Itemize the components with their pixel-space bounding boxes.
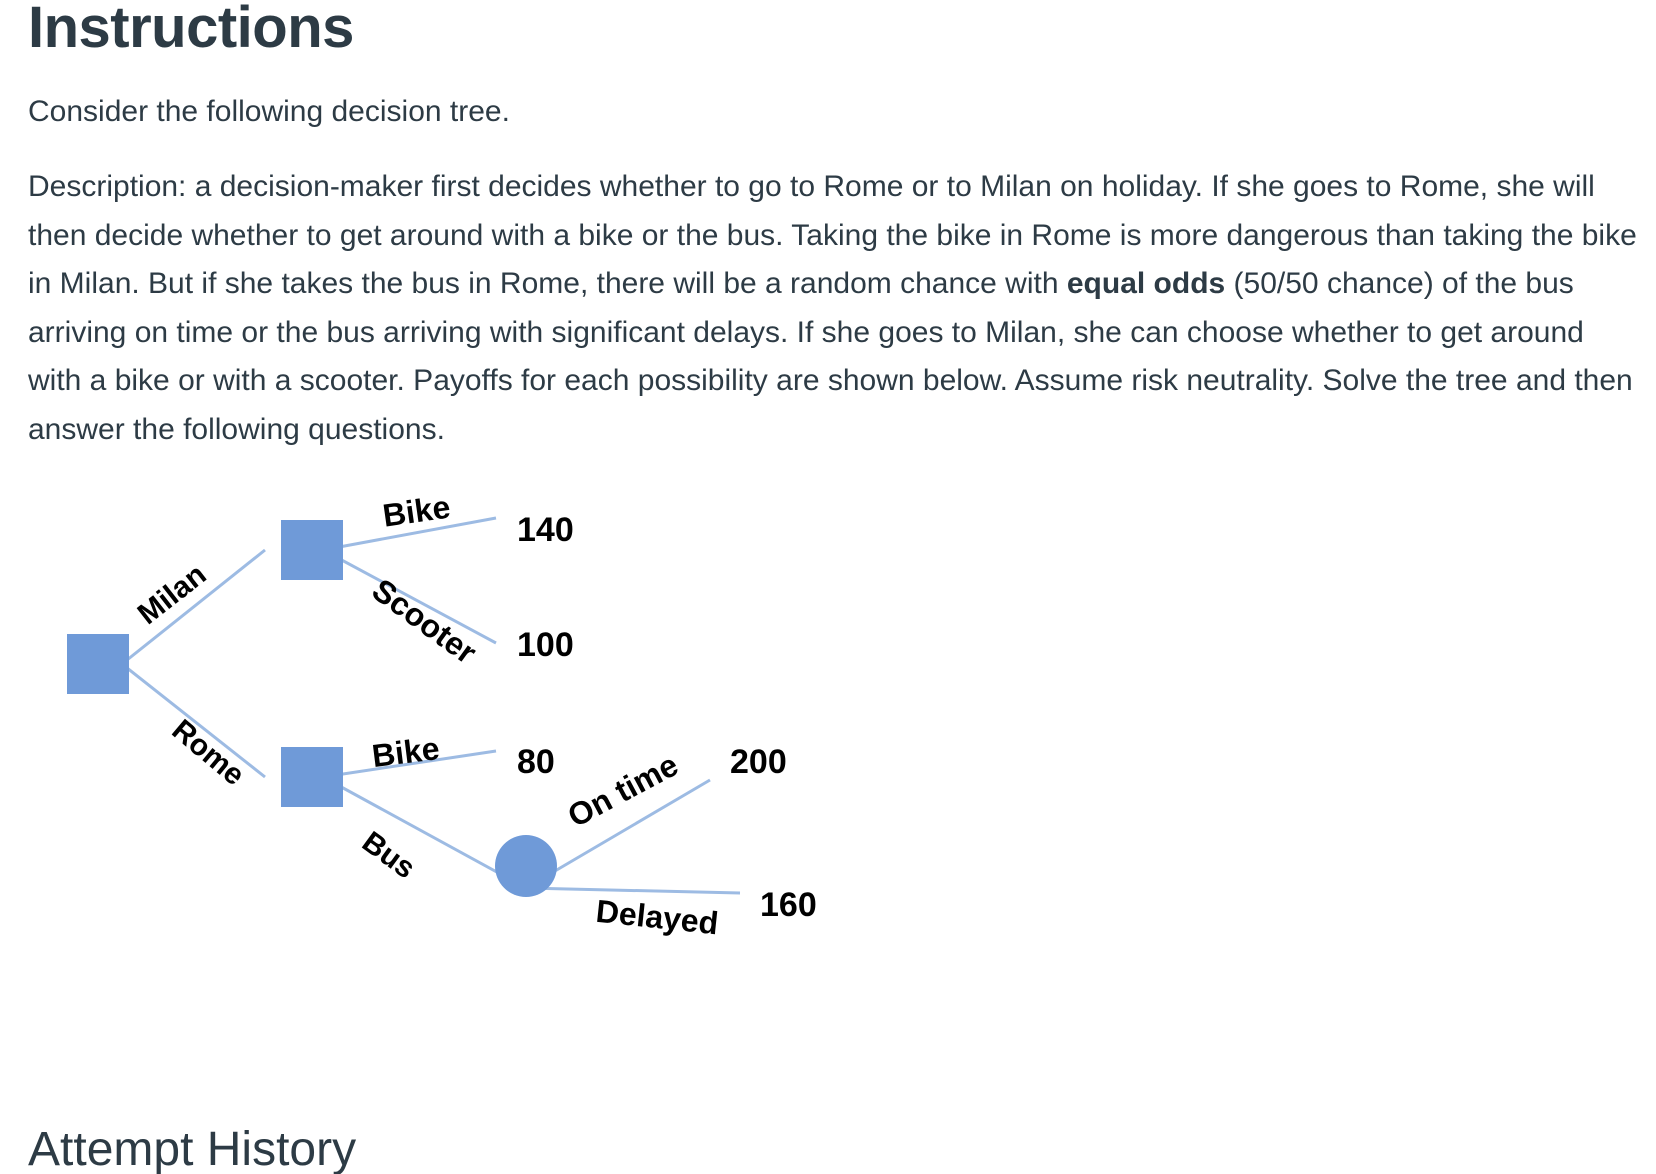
decision-tree-diagram [0,480,860,1020]
branch-label-rome: Rome [165,713,251,793]
payoff-milan-bike: 140 [517,511,574,549]
payoff-on-time: 200 [730,743,787,781]
page-title: Instructions [28,0,354,60]
rome-decision-node [281,747,343,807]
payoff-milan-scooter: 100 [517,626,574,664]
branch-label-on-time: On time [561,746,684,835]
bus-chance-node [495,835,557,897]
description-text [28,163,1638,454]
branch-label-milan-scooter: Scooter [365,571,484,671]
branch-label-milan: Milan [131,557,213,632]
edge-bus-delayed [526,888,740,893]
branch-label-delayed: Delayed [594,892,721,942]
tree-edges [122,518,740,893]
root-decision-node [67,634,129,694]
payoff-rome-bike: 80 [517,743,555,781]
payoff-delayed: 160 [760,886,817,924]
attempt-history-heading: Attempt History [28,1123,357,1174]
branch-label-rome-bus: Bus [355,825,422,886]
milan-decision-node [281,520,343,580]
description-part-1: Description: a decision-maker first decides whether to go to Rome or to Milan on holiday. If she goes to Rome, she will then decide whether to get around with a bike or the bus. Taking the bike in Rome is more dangerous than taking the bike in Milan. But if she takes the bus in Rome, there will be a random chance with [28,170,1637,300]
branch-label-milan-bike: Bike [380,488,453,534]
intro-text: Consider the following decision tree. [28,95,510,128]
description-bold-equal-odds: equal odds [1066,267,1226,300]
description-part-2: (50/50 chance) of the bus arriving on time or the bus arriving with significant delays. If she goes to Milan, she can choose whether to get around with a bike or with a scooter. Payoffs for each possibility are shown below. Assume risk neutrality. Solve the tree and then answer the following questions. [28,267,1633,446]
branch-label-rome-bike: Bike [369,730,442,775]
